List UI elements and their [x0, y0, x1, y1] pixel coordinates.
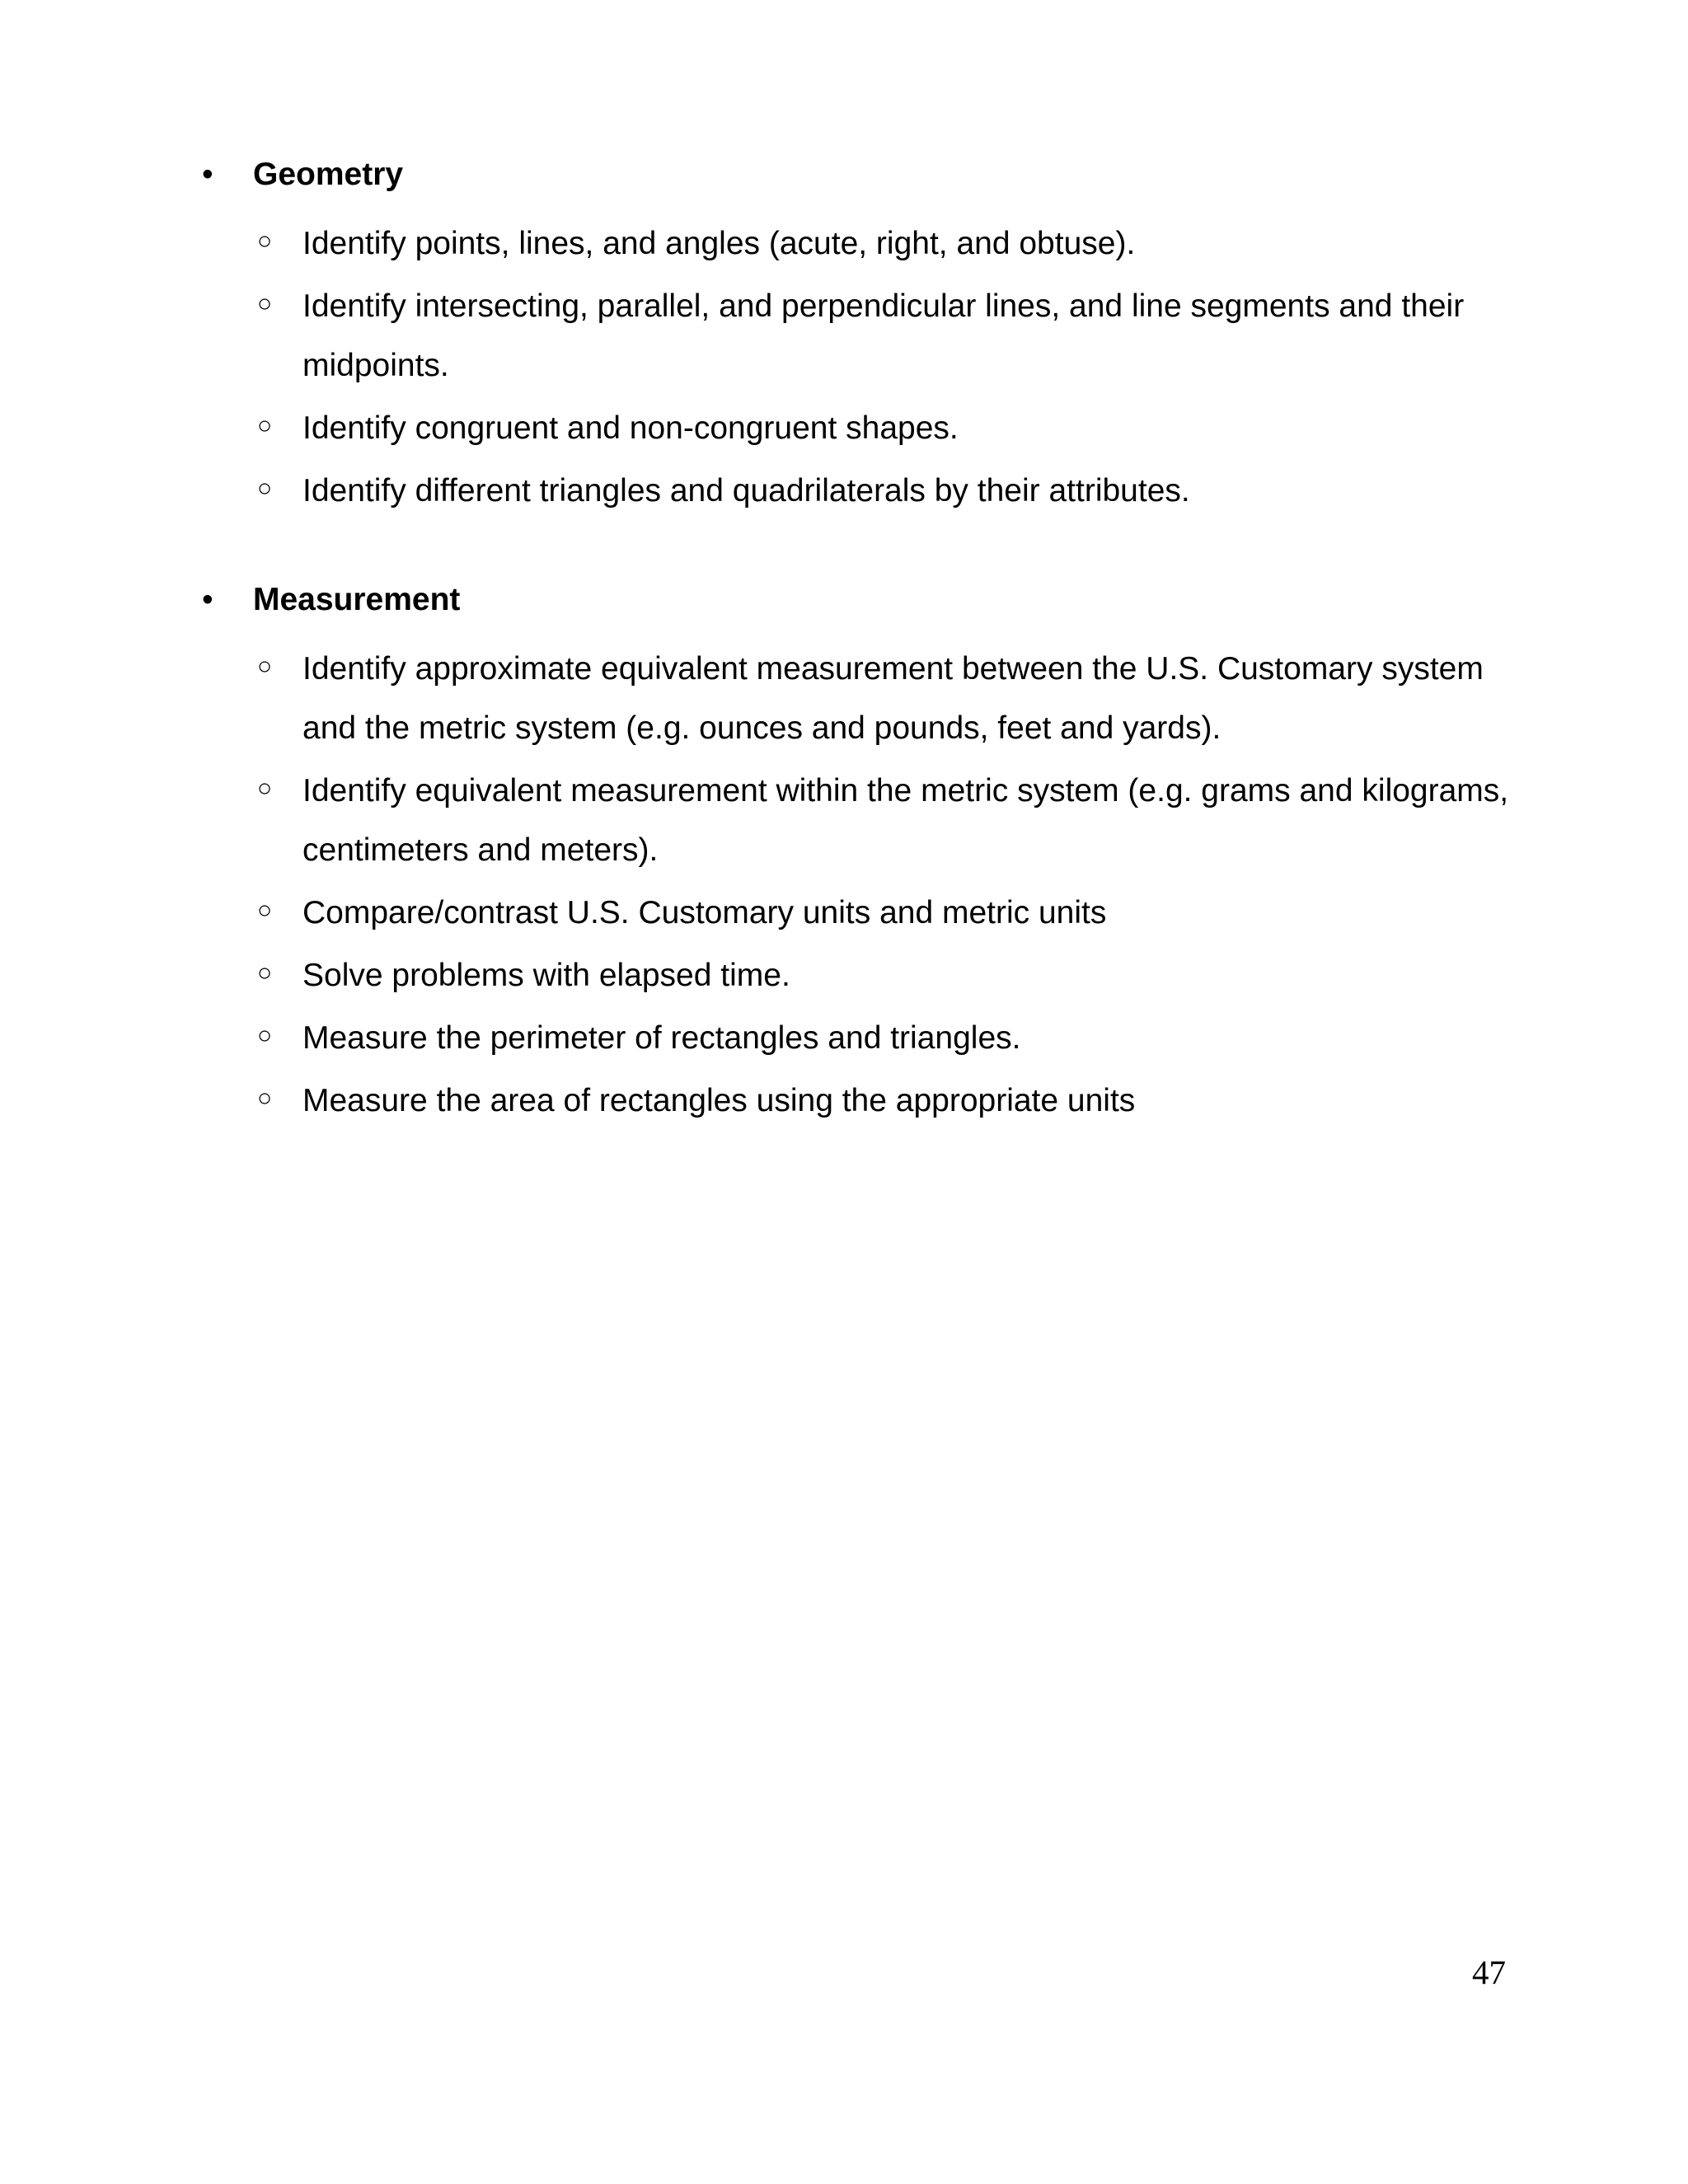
item-bullet: ○	[257, 227, 273, 255]
list-item	[202, 399, 1543, 458]
list-item	[202, 277, 1543, 396]
item-bullet: ○	[257, 475, 273, 502]
item-bullet: ○	[257, 1022, 273, 1049]
page-number: 47	[1472, 1953, 1506, 1991]
list-item-text: Identify congruent and non-congruent shapes.	[302, 410, 959, 446]
section-geometry	[202, 155, 1521, 521]
list-item-text: Solve problems with elapsed time.	[302, 958, 790, 993]
list-item	[202, 1071, 1543, 1131]
measurement-list	[202, 640, 1521, 1131]
section-title-measurement: Measurement	[253, 582, 461, 617]
list-item	[202, 762, 1543, 880]
section-title-geometry: Geometry	[253, 157, 404, 192]
list-item-text: Measure the perimeter of rectangles and triangles.	[302, 1020, 1021, 1056]
list-item-text: Identify approximate equivalent measurement between the U.S. Customary system and the metric system (e.g. ounces and pounds, feet and yards).	[302, 651, 1484, 746]
item-bullet: ○	[257, 775, 273, 802]
item-bullet: ○	[257, 1085, 273, 1112]
list-item-text: Identify points, lines, and angles (acute, right, and obtuse).	[302, 226, 1136, 261]
list-item	[202, 640, 1543, 758]
list-item	[202, 462, 1543, 521]
list-item	[202, 946, 1543, 1005]
section-bullet: •	[202, 582, 213, 617]
item-bullet: ○	[257, 959, 273, 987]
section-measurement	[202, 580, 1521, 1131]
document-content	[202, 155, 1521, 1134]
list-item	[202, 1009, 1543, 1068]
list-item-text: Identify equivalent measurement within the metric system (e.g. grams and kilograms, centimeters and meters).	[302, 773, 1509, 868]
list-item-text: Measure the area of rectangles using the appropriate units	[302, 1083, 1136, 1118]
item-bullet: ○	[257, 653, 273, 680]
list-item-text: Compare/contrast U.S. Customary units and metric units	[302, 895, 1107, 930]
section-heading	[202, 580, 1521, 620]
section-heading	[202, 155, 1521, 194]
list-item	[202, 883, 1543, 943]
item-bullet: ○	[257, 290, 273, 317]
section-bullet: •	[202, 157, 213, 192]
list-item-text: Identify different triangles and quadrilaterals by their attributes.	[302, 473, 1190, 509]
item-bullet: ○	[257, 897, 273, 924]
list-item	[202, 214, 1543, 274]
geometry-list	[202, 214, 1521, 521]
item-bullet: ○	[257, 412, 273, 439]
list-item-text: Identify intersecting, parallel, and perpendicular lines, and line segments and their midpoints.	[302, 288, 1465, 383]
